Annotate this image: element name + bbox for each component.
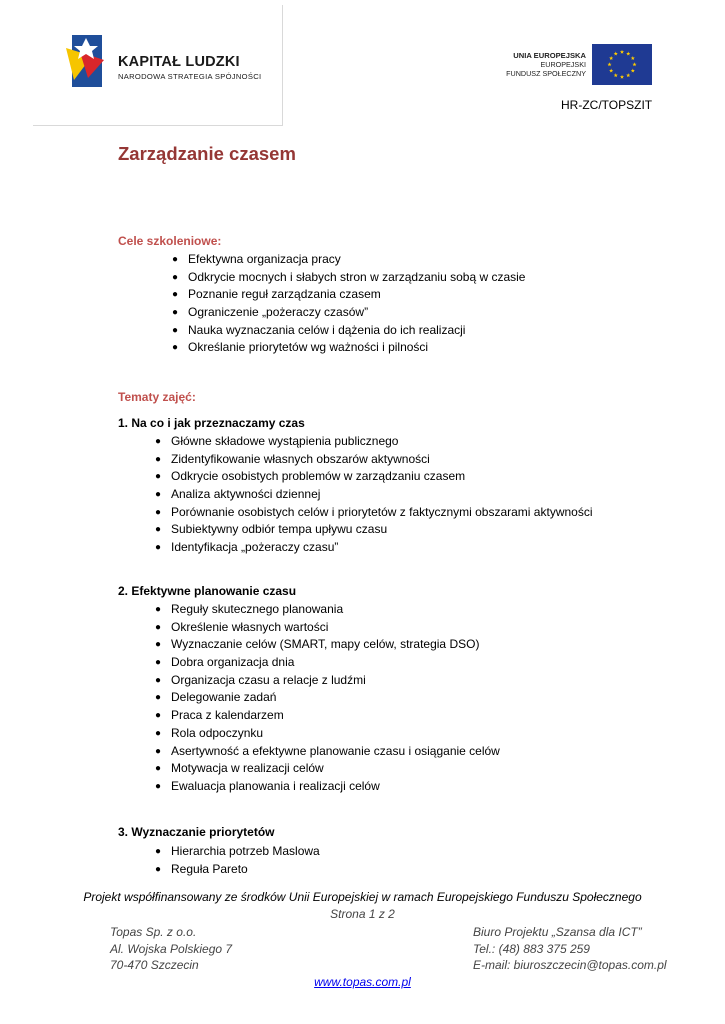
bullet-icon: ● — [155, 604, 162, 615]
bullet-icon: ● — [172, 271, 179, 283]
list-item: ● Hierarchia potrzeb Maslowa — [171, 843, 320, 861]
section-title: 2. Efektywne planowanie czasu — [118, 584, 297, 598]
section-2-list — [155, 601, 500, 796]
footer-office-email: E-mail: biuroszczecin@topas.com.pl — [473, 958, 667, 972]
bullet-icon: ● — [155, 542, 162, 554]
list-item: ● Określenie własnych wartości — [171, 619, 500, 637]
bullet-icon: ● — [155, 727, 162, 739]
list-item: ● Identyfikacja „pożeraczy czasu” — [171, 539, 593, 557]
eu-fund-label — [500, 51, 586, 78]
list-item: ● Poznanie reguł zarządzania czasem — [188, 286, 525, 304]
section-title: 3. Wyznaczanie priorytetów — [118, 825, 275, 839]
section-3-list — [155, 843, 320, 878]
bullet-icon: ● — [155, 639, 162, 651]
list-item: ● Odkrycie osobistych problemów w zarządzaniu czasem — [171, 468, 593, 486]
list-item: ● Zidentyfikowanie własnych obszarów aktywności — [171, 451, 593, 469]
bullet-icon: ● — [155, 471, 162, 483]
footer-company-city: 70-470 Szczecin — [110, 958, 199, 972]
footer-project-note: Projekt współfinansowany ze środków Unii Europejskiej w ramach Europejskiego Funduszu Społecznego — [83, 890, 642, 904]
goals-list — [172, 251, 526, 357]
list-item: ● Główne składowe wystąpienia publicznego — [171, 433, 593, 451]
list-item: ● Motywacja w realizacji celów — [171, 760, 500, 778]
list-item: ● Subiektywny odbiór tempa upływu czasu — [171, 521, 593, 539]
list-item: ● Porównanie osobistych celów i priorytetów z faktycznymi obszarami aktywności — [171, 504, 593, 522]
bullet-icon: ● — [155, 453, 162, 465]
bullet-icon: ● — [155, 763, 162, 775]
list-item: ● Ograniczenie „pożeraczy czasów” — [188, 304, 525, 322]
topics-heading: Tematy zajęć: — [118, 390, 196, 404]
list-item: ● Delegowanie zadań — [171, 689, 500, 707]
bullet-icon: ● — [155, 846, 162, 857]
list-item: ● Odkrycie mocnych i słabych stron w zarządzaniu sobą w czasie — [188, 269, 525, 287]
list-item: ● Praca z kalendarzem — [171, 707, 500, 725]
list-item: ● Reguła Pareto — [171, 861, 320, 879]
bullet-icon: ● — [155, 710, 162, 722]
list-item: ● Organizacja czasu a relacje z ludźmi — [171, 672, 500, 690]
bullet-icon: ● — [155, 657, 162, 669]
eu-line-1: UNIA EUROPEJSKA — [513, 51, 586, 60]
bullet-icon: ● — [155, 780, 162, 792]
section-1-list — [155, 433, 593, 557]
document-code: HR-ZC/TOPSZIT — [561, 98, 653, 112]
bullet-icon: ● — [155, 863, 162, 875]
footer-company-street: Al. Wojska Polskiego 7 — [110, 941, 233, 956]
list-item: ● Rola odpoczynku — [171, 725, 500, 743]
bullet-icon: ● — [172, 342, 179, 354]
footer-website — [0, 975, 725, 989]
bullet-icon: ● — [155, 506, 162, 518]
bullet-icon: ● — [155, 489, 162, 501]
eu-line-2: EUROPEJSKI — [540, 60, 586, 69]
website-link[interactable]: www.topas.com.pl — [314, 975, 411, 989]
page-title: Zarządzanie czasem — [118, 143, 296, 164]
goals-heading: Cele szkoleniowe: — [118, 234, 222, 248]
bullet-icon: ● — [172, 254, 179, 265]
header-divider-vertical — [282, 5, 283, 125]
bullet-icon: ● — [155, 692, 162, 704]
section-title: 1. Na co i jak przeznaczamy czas — [118, 416, 305, 430]
footer-company-name: Topas Sp. z o.o. — [110, 925, 197, 939]
bullet-icon: ● — [172, 307, 179, 319]
list-item: ● Reguły skutecznego planowania — [171, 601, 500, 619]
page-number: Strona 1 z 2 — [330, 907, 395, 921]
list-item: ● Wyznaczanie celów (SMART, mapy celów, strategia DSO) — [171, 636, 500, 654]
list-item: ● Efektywna organizacja pracy — [188, 251, 525, 269]
footer-office-phone: Tel.: (48) 883 375 259 — [473, 941, 590, 956]
bullet-icon: ● — [155, 674, 162, 686]
bullet-icon: ● — [155, 436, 162, 447]
logo-title: KAPITAŁ LUDZKI — [118, 54, 240, 70]
footer-office-name: Biuro Projektu „Szansa dla ICT” — [473, 925, 642, 939]
bullet-icon: ● — [155, 524, 162, 536]
footer-company-address — [110, 924, 232, 974]
eu-line-3: FUNDUSZ SPOŁECZNY — [506, 69, 586, 78]
list-item: ● Analiza aktywności dziennej — [171, 486, 593, 504]
footer-project-office — [473, 924, 667, 974]
logo-subtitle: NARODOWA STRATEGIA SPÓJNOŚCI — [118, 72, 262, 81]
bullet-icon: ● — [172, 324, 179, 336]
list-item: ● Asertywność a efektywne planowanie czasu i osiąganie celów — [171, 743, 500, 761]
bullet-icon: ● — [155, 621, 162, 633]
bullet-icon: ● — [155, 745, 162, 757]
bullet-icon: ● — [172, 289, 179, 301]
list-item: ● Nauka wyznaczania celów i dążenia do ich realizacji — [188, 322, 525, 340]
list-item: ● Dobra organizacja dnia — [171, 654, 500, 672]
list-item: ● Ewaluacja planowania i realizacji celów — [171, 778, 500, 796]
list-item: ● Określanie priorytetów wg ważności i pilności — [188, 339, 525, 357]
eu-flag-icon — [592, 44, 652, 85]
header-divider-horizontal — [33, 125, 283, 126]
